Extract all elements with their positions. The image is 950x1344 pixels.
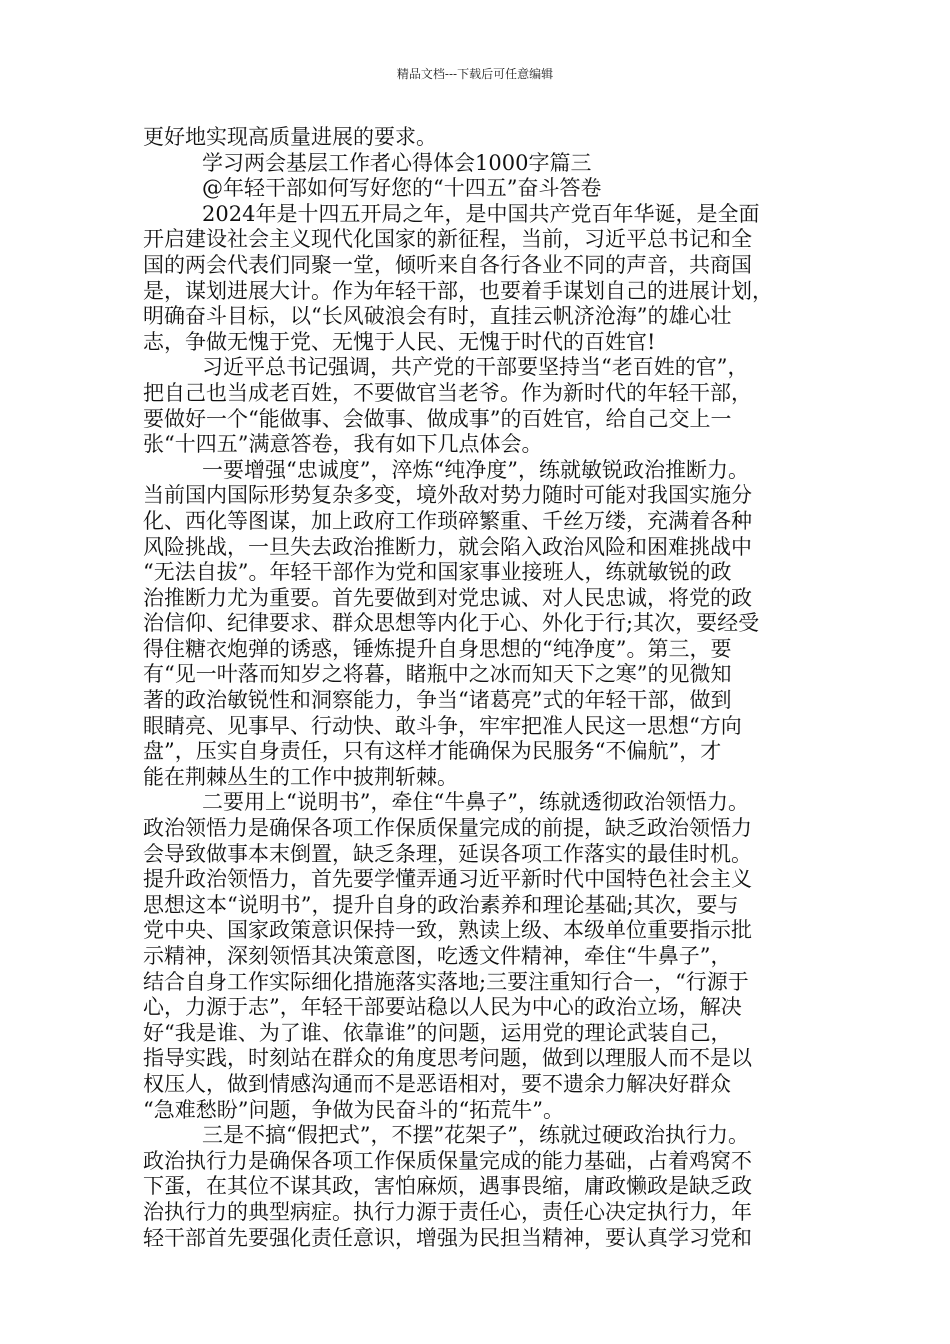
body-line: 是，谋划进展大计。作为年轻干部，也要着手谋划自己的进展计划，: [143, 278, 773, 303]
paragraph-start: 习近平总书记强调，共产党的干部要坚持当“老百姓的官”，: [202, 355, 749, 380]
body-line: 眼睛亮、见事早、行动快、敢斗争，牢牢把准人民这一思想“方向: [143, 713, 742, 738]
page-header: 精品文档---下载后可任意编辑: [396, 67, 554, 81]
body-line: 得住糖衣炮弹的诱惑，锤炼提升自身思想的“纯净度”。第三，要: [143, 636, 732, 661]
body-line: 更好地实现高质量进展的要求。: [143, 125, 437, 149]
body-line: 开启建设社会主义现代化国家的新征程，当前，习近平总书记和全: [143, 227, 752, 252]
paragraph-start: 一要增强“忠诚度”，淬炼“纯净度”，练就敏锐政治推断力。: [202, 457, 749, 482]
body-line: 提升政治领悟力，首先要学懂弄通习近平新时代中国特色社会主义: [143, 867, 752, 892]
body-line: 会导致做事本末倒置，缺乏条理，延误各项工作落实的最佳时机。: [143, 841, 752, 866]
body-line: 能在荆棘丛生的工作中披荆斩棘。: [143, 764, 458, 789]
body-line: 化、西化等图谋，加上政府工作琐碎繁重、千丝万缕，充满着各种: [143, 508, 752, 533]
body-line: 国的两会代表们同聚一堂，倾听来自各行各业不同的声音，共商国: [143, 252, 752, 277]
paragraph-start: 三是不搞“假把式”，不摆”花架子”，练就过硬政治执行力。: [202, 1123, 749, 1148]
body-line: 权压人，做到情感沟通而不是恶语相对，要不遗余力解决好群众: [143, 1071, 731, 1096]
body-line: 治信仰、纪律要求、群众思想等内化于心、外化于行;其次，要经受: [143, 611, 760, 636]
body-line: 著的政治敏锐性和洞察能力，争当“诸葛亮”式的年轻干部，做到: [143, 688, 732, 713]
section-title: 学习两会基层工作者心得体会1000字篇三: [202, 150, 592, 175]
body-line: 把自己也当成老百姓，不要做官当老爷。作为新时代的年轻干部，: [143, 380, 752, 405]
body-line: 心，力源于志”，年轻干部要站稳以人民为中心的政治立场，解决: [143, 995, 742, 1020]
paragraph-start: 二要用上“说明书”，牵住“牛鼻子”，练就透彻政治领悟力。: [202, 790, 749, 815]
body-line: 有“见一叶落而知岁之将暮，睹瓶中之冰而知天下之寒”的见微知: [143, 662, 732, 687]
body-line: 轻干部首先要强化责任意识，增强为民担当精神，要认真学习党和: [143, 1225, 752, 1250]
body-line: 治推断力尤为重要。首先要做到对党忠诚、对人民忠诚，将党的政: [143, 585, 752, 610]
article-title: @年轻干部如何写好您的“十四五”奋斗答卷: [202, 176, 602, 201]
body-line: 政治领悟力是确保各项工作保质保量完成的前提，缺乏政治领悟力: [143, 816, 752, 841]
body-line: 张“十四五”满意答卷，我有如下几点体会。: [143, 432, 543, 457]
body-line: “急难愁盼”问题，争做为民奋斗的“拓荒牛”。: [143, 1097, 564, 1122]
body-line: 思想这本“说明书”，提升自身的政治素养和理论基础;其次，要与: [143, 892, 739, 917]
body-line: 好“我是谁、为了谁、依靠谁”的问题，运用党的理论武装自己，: [143, 1020, 732, 1045]
body-line: 政治执行力是确保各项工作保质保量完成的能力基础，占着鸡窝不: [143, 1148, 752, 1173]
body-line: 结合自身工作实际细化措施落实落地;三要注重知行合一，“行源于: [143, 969, 749, 994]
body-line: 盘”，压实自身责任，只有这样才能确保为民服务“不偏航”，才: [143, 739, 722, 764]
body-line: 示精神，深刻领悟其决策意图，吃透文件精神，牵住“牛鼻子”，: [143, 944, 732, 968]
body-line: 下蛋，在其位不谋其政，害怕麻烦，遇事畏缩，庸政懒政是缺乏政: [143, 1174, 752, 1199]
document-body: [143, 125, 823, 1251]
body-line: 党中央、国家政策意识保持一致，熟读上级、本级单位重要指示批: [143, 918, 752, 943]
body-line: 风险挑战，一旦失去政治推断力，就会陷入政治风险和困难挑战中: [143, 534, 752, 559]
body-line: 要做好一个“能做事、会做事、做成事”的百姓官，给自己交上一: [143, 406, 732, 431]
paragraph-start: 2024年是十四五开局之年，是中国共产党百年华诞，是全面: [202, 201, 760, 226]
body-line: “无法自拔”。年轻干部作为党和国家事业接班人，练就敏锐的政: [143, 560, 732, 585]
body-line: 当前国内国际形势复杂多变，境外敌对势力随时可能对我国实施分: [143, 483, 752, 508]
body-line: 指导实践，时刻站在群众的角度思考问题，做到以理服人而不是以: [143, 1046, 752, 1071]
body-line: 明确奋斗目标，以“长风破浪会有时，直挂云帆济沧海”的雄心壮: [143, 304, 732, 329]
body-line: 治执行力的典型病症。执行力源于责任心，责任心决定执行力，年: [143, 1199, 752, 1224]
body-line: 志，争做无愧于党、无愧于人民、无愧于时代的百姓官!: [143, 329, 656, 354]
